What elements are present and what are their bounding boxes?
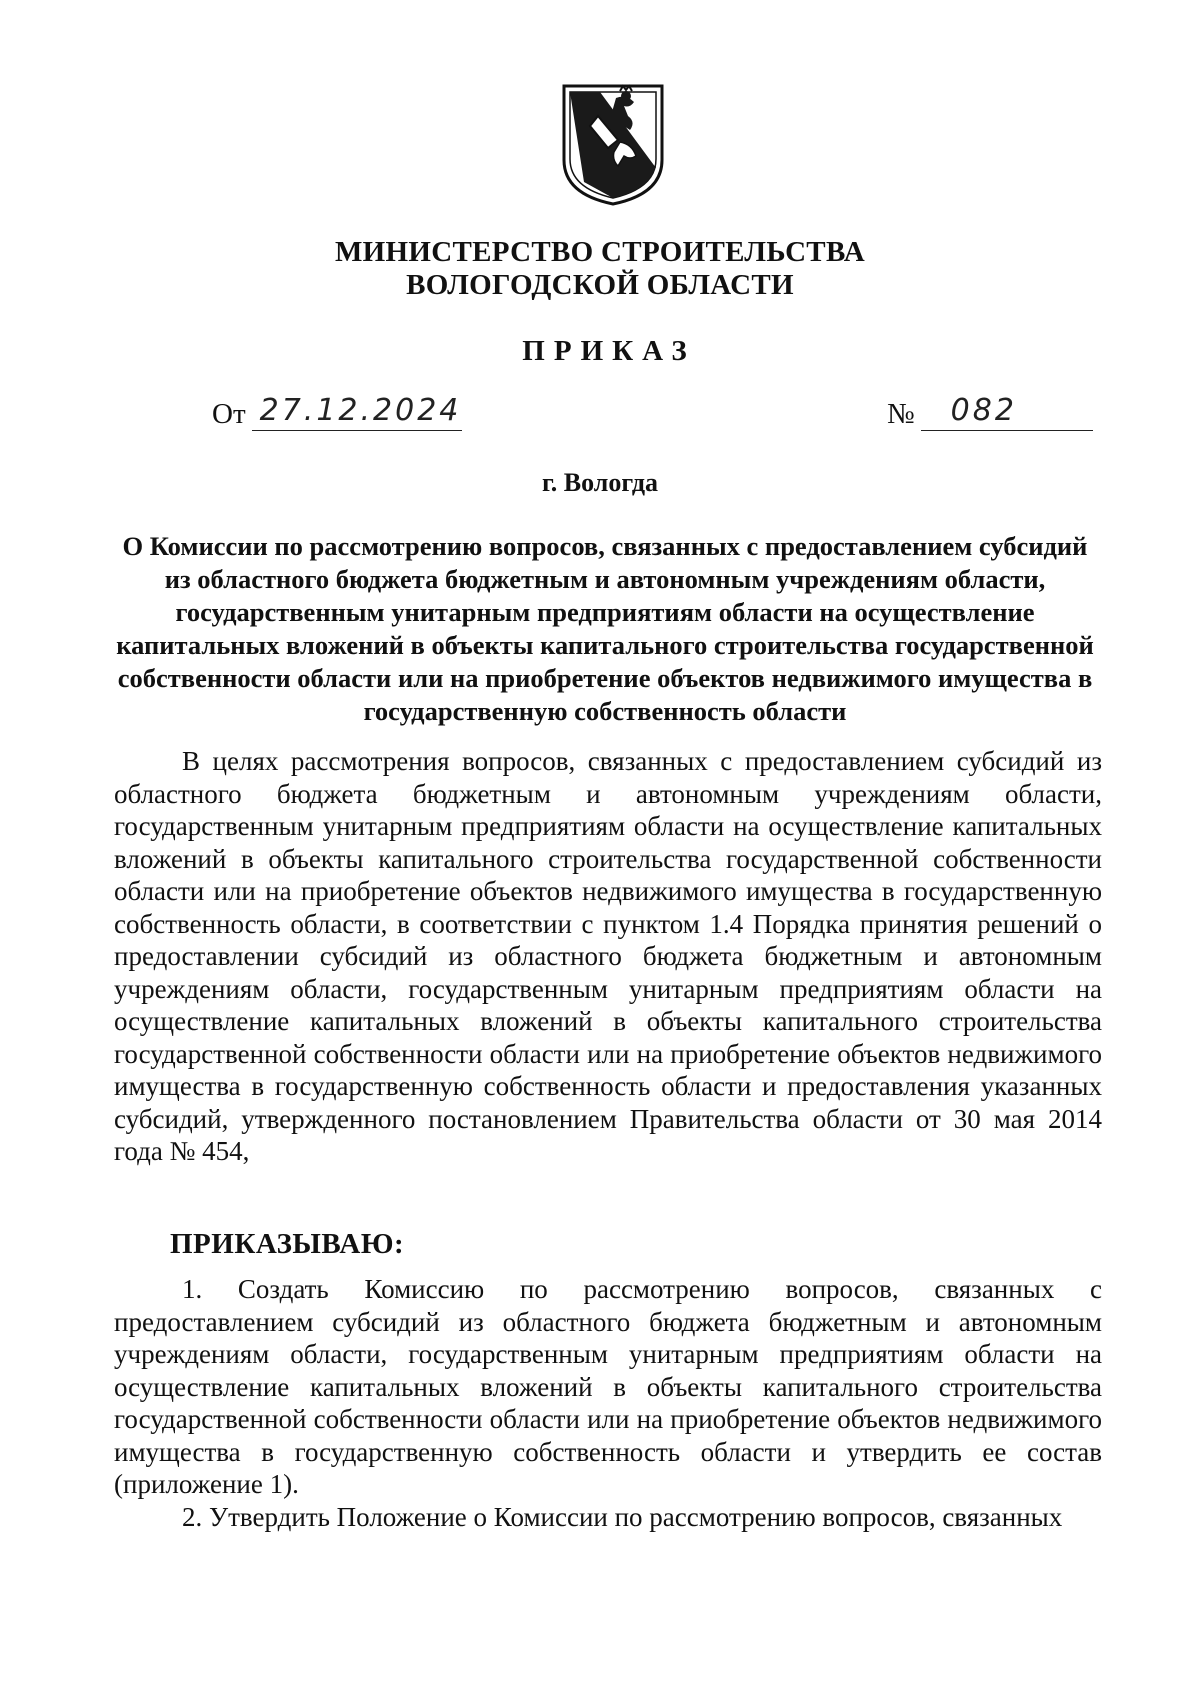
preamble — [114, 745, 1102, 1168]
order-item-1: 1. Создать Комиссию по рассмотрению вопросов, связанных с предоставлением субсидий из областного бюджета бюджетным и автономным учреждениям области, государственным унитарным предприятиям области на осуществление капитальных вложений в объекты капитального строительства государственной собственности области или на приобретение объектов недвижимого имущества в государственную собственность области и утвердить ее состав (приложение 1). — [114, 1274, 1102, 1499]
order-items — [114, 1273, 1102, 1533]
date-value: 27.12.2024 — [259, 393, 462, 428]
order-item-2: 2. Утвердить Положение о Комиссии по рассмотрению вопросов, связанных — [182, 1501, 1063, 1532]
decree-word: ПРИКАЗЫВАЮ: — [170, 1228, 405, 1260]
date-prefix: От — [212, 398, 246, 430]
order-subject: О Комиссии по рассмотрению вопросов, связанных с предоставлением субсидий из областного бюджета бюджетным и автономным учреждениям области, государственным унитарным предприятиям области на осуществление капитальных вложений в объекты капитального строительства государственной собственности области или на приобретение объектов недвижимого имущества в государственную собственность области — [116, 531, 1094, 726]
number-prefix: № — [887, 398, 915, 430]
order-number — [887, 392, 1093, 431]
city: г. Вологда — [541, 468, 659, 497]
preamble-paragraph: В целях рассмотрения вопросов, связанных с предоставлением субсидий из областного бюджета бюджетным и автономным учреждениям области, государственным унитарным предприятиям области на осуществление капитальных вложений в объекты капитального строительства государственной собственности области или на приобретение объектов недвижимого имущества в государственную собственность области, в соответствии с пунктом 1.4 Порядка принятия решений о предоставлении субсидий из областного бюджета бюджетным и автономным учреждениям области, государственным унитарным предприятиям области на осуществление капитальных вложений в объекты капитального строительства государственной собственности области или на приобретение объектов недвижимого имущества в государственную собственность области и предоставления указанных субсидий, утвержденного постановлением Правительства области от 30 мая 2014 года № 454, — [114, 746, 1102, 1166]
date-underline — [252, 392, 462, 431]
order-date — [212, 392, 462, 431]
number-value: 082 — [950, 393, 1017, 428]
order-title: ПРИКАЗ — [522, 335, 696, 367]
ministry-name — [0, 236, 1200, 302]
ministry-name-line1: МИНИСТЕРСТВО СТРОИТЕЛЬСТВА — [334, 236, 866, 268]
vologda-coat-of-arms-icon — [560, 82, 666, 208]
ministry-name-line2: ВОЛОГОДСКОЙ ОБЛАСТИ — [406, 269, 794, 301]
number-underline — [921, 392, 1093, 431]
